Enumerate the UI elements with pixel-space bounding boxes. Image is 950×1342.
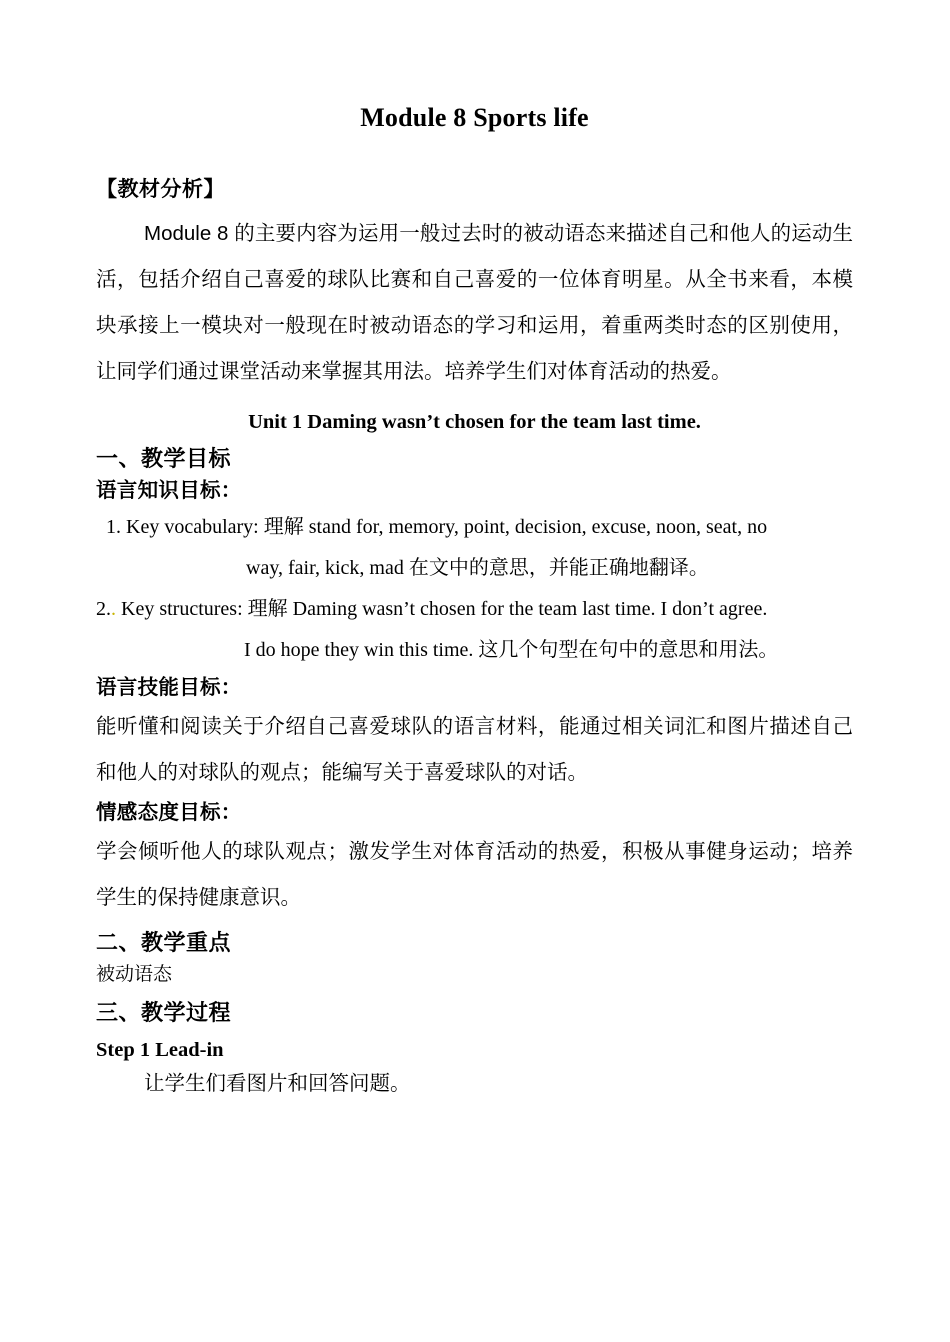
key-structures-cjk-tail: 这几个句型在句中的意思和用法。 [478, 639, 779, 662]
key-vocabulary-line-1 [96, 507, 853, 548]
document-content [96, 104, 853, 1100]
key-vocabulary-label: Key vocabulary: [126, 516, 259, 539]
material-analysis-paragraph: Module 8 的主要内容为运用一般过去时的被动语态来描述自己和他人的运动生活，包括介绍自己喜爱的球队比赛和自己喜爱的一位体育明星。从全书来看，本模块承接上一模块对一般现在时被动语态的学习和运用，着重两类时态的区别使用，让同学们通过课堂活动来掌握其用法。培养学生们对体育活动的热爱。 [96, 221, 853, 383]
key-vocabulary-cjk-lead: 理解 [263, 516, 304, 539]
key-vocabulary-line-2 [96, 548, 853, 589]
heading-language-skills: 语言技能目标： [96, 676, 242, 700]
heading-affective-attitude: 情感态度目标： [96, 800, 242, 824]
spacer [96, 395, 853, 401]
heading-teaching-process: 三、教学过程 [96, 999, 232, 1025]
key-vocabulary-words-line2: way, fair, kick, mad [246, 557, 404, 580]
heading-teaching-focus: 二、教学重点 [96, 929, 232, 955]
key-vocabulary-number: 1. [106, 516, 121, 539]
step1-heading: Step 1 Lead-in [96, 1038, 224, 1061]
key-structures-sentence-line2: I do hope they win this time. [244, 639, 474, 662]
key-structures-label: Key structures: [121, 598, 243, 621]
heading-language-knowledge: 语言知识目标： [96, 479, 242, 503]
key-vocabulary-cjk-tail: 在文中的意思，并能正确地翻译。 [408, 557, 709, 580]
key-structures-line-1 [96, 589, 853, 630]
teaching-focus-body: 被动语态 [96, 963, 173, 985]
step1-body: 让学生们看图片和回答问题。 [144, 1071, 411, 1095]
unit-title: Unit 1 Daming wasn’t chosen for the team last time. [248, 410, 701, 433]
heading-teaching-goals: 一、教学目标 [96, 445, 232, 471]
key-structures-sentence-line1: Daming wasn’t chosen for the team last time. I don’t agree. [292, 598, 768, 621]
material-analysis-heading: 【教材分析】 [96, 177, 225, 201]
language-skills-paragraph: 能听懂和阅读关于介绍自己喜爱球队的语言材料，能通过相关词汇和图片描述自己和他人的对球队的观点；能编写关于喜爱球队的对话。 [96, 714, 853, 784]
key-vocabulary-words-line1: stand for, memory, point, decision, excuse, noon, seat, no [308, 516, 768, 539]
page-title: Module 8 Sports life [360, 103, 589, 132]
key-structures-extra-dot: . [111, 598, 116, 621]
affective-attitude-paragraph: 学会倾听他人的球队观点；激发学生对体育活动的热爱，积极从事健身运动；培养学生的保持健康意识。 [96, 839, 853, 909]
key-structures-line-2 [96, 630, 853, 671]
key-structures-cjk-lead: 理解 [247, 598, 288, 621]
key-structures-number: 2. [96, 598, 111, 621]
